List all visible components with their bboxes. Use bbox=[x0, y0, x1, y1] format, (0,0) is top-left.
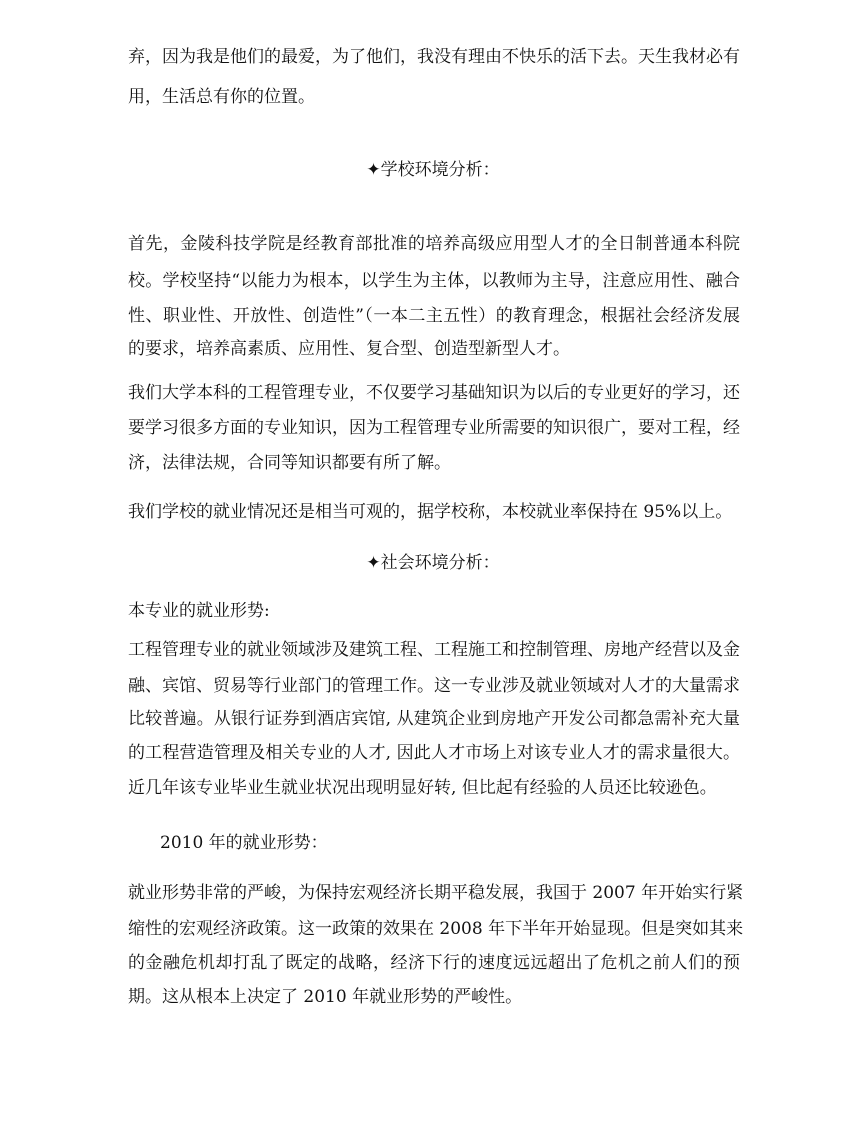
paragraph-line: 济，法律法规，合同等知识都要有所了解。 bbox=[128, 453, 451, 473]
paragraph-line: 我们学校的就业情况还是相当可观的，据学校称，本校就业率保持在 95%以上。 bbox=[128, 502, 733, 522]
paragraph-line: 近几年该专业毕业生就业状况出现明显好转, 但比起有经验的人员还比较逊色。 bbox=[128, 778, 717, 798]
paragraph-line: 的金融危机却打乱了既定的战略，经济下行的速度远远超出了危机之前人们的预 bbox=[128, 953, 740, 973]
paragraph-line: 弃，因为我是他们的最爱，为了他们，我没有理由不快乐的活下去。天生我材必有 bbox=[128, 47, 740, 67]
paragraph-line: 的要求，培养高素质、应用性、复合型、创造型新型人才。 bbox=[128, 339, 570, 359]
paragraph-line: 缩性的宏观经济政策。这一政策的效果在 2008 年下半年开始显现。但是突如其来 bbox=[128, 919, 744, 939]
paragraph-line: 比较普遍。从银行证券到酒店宾馆, 从建筑企业到房地产开发公司都急需补充大量 bbox=[128, 709, 740, 729]
paragraph-line: 要学习很多方面的专业知识，因为工程管理专业所需要的知识很广，要对工程，经 bbox=[128, 418, 740, 438]
paragraph-line: 融、宾馆、贸易等行业部门的管理工作。这一专业涉及就业领域对人才的大量需求 bbox=[128, 676, 740, 696]
paragraph-line: 性、职业性、开放性、创造性”（一本二主五性）的教育理念，根据社会经济发展 bbox=[128, 306, 740, 326]
paragraph-line: 用，生活总有你的位置。 bbox=[128, 87, 315, 107]
subheading: 2010 年的就业形势： bbox=[160, 833, 328, 853]
section-heading-society: ✦社会环境分析： bbox=[366, 553, 500, 573]
paragraph-line: 期。这从根本上决定了 2010 年就业形势的严峻性。 bbox=[128, 987, 523, 1007]
subheading: 本专业的就业形势: bbox=[128, 601, 270, 621]
paragraph-line: 就业形势非常的严峻，为保持宏观经济长期平稳发展，我国于 2007 年开始实行紧 bbox=[128, 883, 744, 903]
paragraph-line: 的工程营造管理及相关专业的人才, 因此人才市场上对该专业人才的需求量很大。 bbox=[128, 743, 740, 763]
section-heading-school: ✦学校环境分析： bbox=[366, 160, 500, 180]
paragraph-line: 首先，金陵科技学院是经教育部批准的培养高级应用型人才的全日制普通本科院 bbox=[128, 234, 740, 254]
paragraph-line: 工程管理专业的就业领域涉及建筑工程、工程施工和控制管理、房地产经营以及金 bbox=[128, 640, 740, 660]
paragraph-line: 我们大学本科的工程管理专业，不仅要学习基础知识为以后的专业更好的学习，还 bbox=[128, 383, 740, 403]
paragraph-line: 校。学校坚持“以能力为根本，以学生为主体，以教师为主导，注意应用性、融合 bbox=[128, 271, 740, 291]
